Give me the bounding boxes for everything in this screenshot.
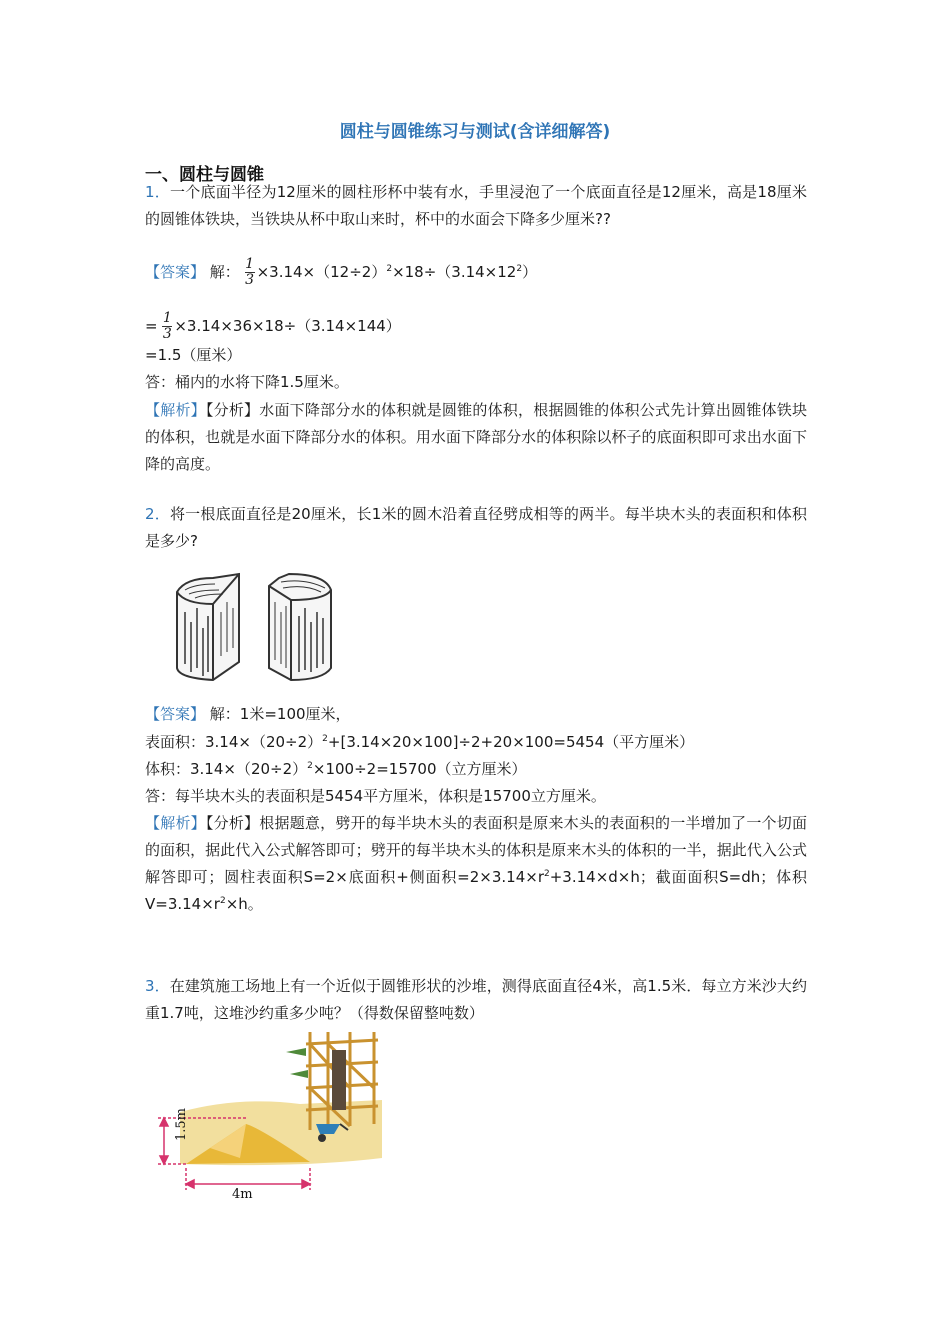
- q1-question-text: 一个底面半径为12厘米的圆柱形杯中装有水，手里浸泡了一个底面直径是12厘米，高是18厘米的圆锥体铁块，当铁块从杯中取山来时，杯中的水面会下降多少厘米??: [145, 183, 807, 228]
- q2-answer-tag: 【答案】: [145, 705, 206, 723]
- q2-volume: 体积：$3.14\times(20\div 2)^2\times 100\div 2=15700$（立方厘米）: [145, 760, 527, 778]
- half-log-right: [269, 574, 331, 680]
- height-label: 1.5m: [174, 1107, 189, 1141]
- q1-answer-line1: 【答案】 解： $\frac{1}{3}$ $\times 3.14\times(12\div 2)^2\times 18\div(3.14\times 12^2)$: [145, 256, 538, 288]
- q1-answer-intro: 解：: [209, 263, 240, 281]
- q1-answer-line3: =1.5（厘米）: [145, 346, 242, 364]
- section-heading: 一、圆柱与圆锥: [145, 165, 264, 185]
- q2-analysis: 【解析】【分析】根据题意，劈开的每半块木头的表面积是原来木头的表面积的一半增加了一个切面的面积，据此代入公式解答即可；劈开的每半块木头的体积是原来木头的体积的一半，据此代入公式解答即可；圆柱表面积S=2×底面积+侧面积$=2\times 3.14\times r^2+3.14\times d\times h$；截面面积S=dh；体积$V=3.14\times r^2\times h$。: [145, 814, 807, 913]
- q2-surface-area: 表面积：$3.14\times(20\div 2)^2+[3.14\times 20\times 100]\div 2+20\times 100=5454$（平方厘米）: [145, 733, 695, 751]
- q1-fraction-2: $\frac{1}{3}$: [162, 310, 172, 342]
- q2-final-answer: 答：每半块木头的表面积是5454平方厘米，体积是15700立方厘米。: [145, 787, 606, 805]
- q1-answer-line2: = $\frac{1}{3}$ ×3.14×36×18÷（3.14×144）: [145, 310, 401, 342]
- width-label: 4m: [232, 1187, 253, 1202]
- sand-pile-figure: [150, 1030, 390, 1202]
- q1-answer-tag: 【答案】: [145, 263, 206, 281]
- q2-question-text: 将一根底面直径是20厘米，长1米的圆木沿着直径劈成相等的两半。每半块木头的表面积和体积是多少?: [145, 505, 808, 550]
- q2-question: [145, 501, 807, 555]
- document-title: 圆柱与圆锥练习与测试(含详细解答): [339, 122, 611, 142]
- half-log-left: [177, 574, 239, 680]
- q3-number: 3．: [145, 977, 170, 995]
- q2-analysis-tag: 【解析】: [145, 814, 206, 832]
- q2-number: 2．: [145, 505, 170, 523]
- q1-fraction-1: $\frac{1}{3}$: [245, 256, 255, 288]
- q1-analysis: 【解析】【分析】水面下降部分水的体积就是圆锥的体积，根据圆锥的体积公式先计算出圆锥体铁块的体积，也就是水面下降部分水的体积。用水面下降部分水的体积除以杯子的底面积即可求出水面下降的高度。: [145, 401, 807, 473]
- safety-nets: [286, 1048, 308, 1078]
- split-log-figure: [165, 572, 355, 684]
- building-wall: [332, 1050, 346, 1110]
- q1-analysis-tag: 【解析】: [145, 401, 206, 419]
- q3-question: [145, 973, 807, 1027]
- q1-number: 1．: [145, 183, 171, 201]
- q2-answer-line: 【答案】 解：1米=100厘米，: [145, 705, 351, 723]
- q1-question: [145, 179, 807, 233]
- q3-question-text: 在建筑施工场地上有一个近似于圆锥形状的沙堆，测得底面直径4米，高1.5米．每立方米沙大约重1.7吨，这堆沙约重多少吨？（得数保留整吨数）: [145, 977, 807, 1022]
- q1-final-answer: 答：桶内的水将下降1.5厘米。: [145, 373, 349, 391]
